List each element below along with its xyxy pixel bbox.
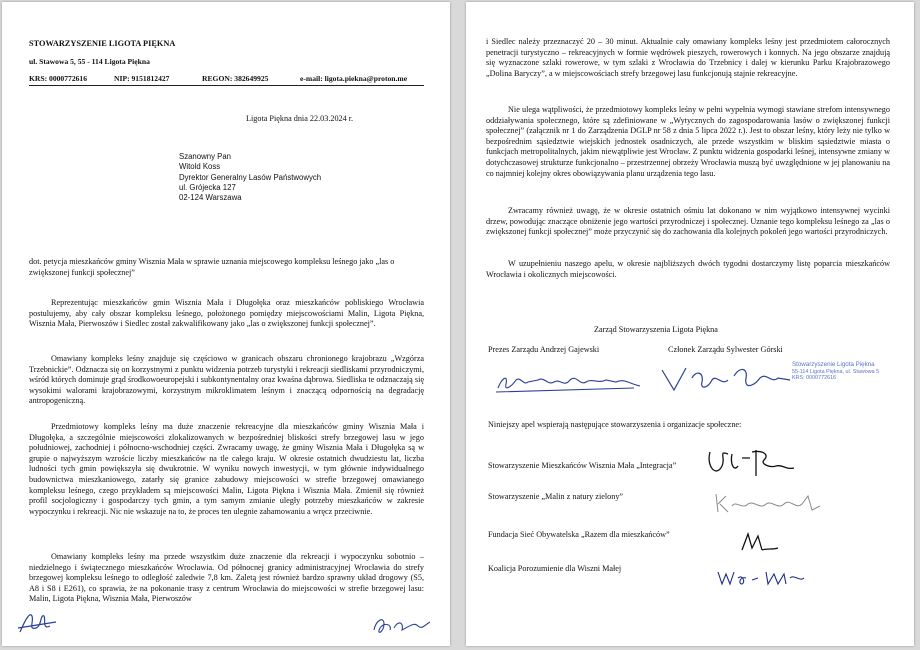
organization-stamp bbox=[792, 362, 904, 382]
body-paragraph-5: i Siedlec należy przeznaczyć 20 – 30 minut. Aktualnie cały omawiany kompleks leśny jest przedmiotem całorocznych penetracji turystyczno – rekreacyjnych w formie wędrówek pieszych, rowerowych i konnych. Na jego obszarze znajdują się wyznaczone szlaki rowerowe, w tym szlaki z Wrocławia do Trzebnicy i dalej w kierunku Parku Krajobrazowego „Dolina Baryczy”, a w miejscowościach strefy brzegowej lasu funkcjonują stajnie rekreacyjne. bbox=[486, 37, 890, 78]
letterhead-regon: REGON: 382649925 bbox=[202, 74, 269, 83]
recipient-street: ul. Grójecka 127 bbox=[179, 182, 236, 192]
supporter-3-signature bbox=[738, 528, 790, 554]
board-heading: Zarząd Stowarzyszenia Ligota Piękna bbox=[594, 325, 718, 334]
subject-line: dot. petycja mieszkańców gminy Wisznia Mała w sprawie uznania miejscowego kompleksu leśnego jako „las o zwiększonej funkcji społecznej” bbox=[29, 257, 395, 277]
letterhead-divider bbox=[29, 85, 424, 86]
date-line: Ligota Piękna dnia 22.03.2024 r. bbox=[246, 114, 354, 123]
supporter-1: Stowarzyszenie Mieszkańców Wisznia Mała „Integracja” bbox=[488, 461, 677, 470]
letter-page-1 bbox=[2, 2, 450, 646]
recipient-city: 02-124 Warszawa bbox=[179, 193, 242, 203]
recipient-name: Witold Koss bbox=[179, 162, 221, 172]
letterhead-krs: KRS: 0000772616 bbox=[29, 74, 88, 83]
supporter-4-signature bbox=[714, 566, 806, 590]
body-paragraph-3: Przedmiotowy kompleks leśny ma duże znaczenie rekreacyjne dla mieszkańców gminy Wisznia Mała i Długołęka, a szczególnie miejscowości zlokalizowanych w bezpośredniej bliskości strefy brzegowej lasu w jego południowej, zachodniej i północno-wschodniej części. Zwracamy uwagę, że gminy Wisznia Mała i Długołęka są w grupie o najwyższym wzroście liczby mieszkańców na tle całego kraju. W okresie ostatnich dwudziestu lat, liczba ludności tych gmin powiększyła się dwukrotnie. W wyniku nowych inwestycji, w tym głównie indywidualnego budownictwa mieszkaniowego, zatarły się granice zabudowy miejscowości w strefie brzegowej omawianego kompleksu leśnego, czego przykładem są miejscowości Malin, Ligota Piękna i Wisznia Mała. Zmienił się również profil socjologiczny i gospodarczy tych gmin, a tym samym zmianie uległy potrzeby mieszkańców w zakresie wypoczynku i rekreacji. Nic nie wskazuje na to, że proces ten ulegnie zahamowaniu a wręcz przeciwnie. bbox=[29, 422, 424, 516]
stamp-line-2: 55-114 Ligota Piękna, ul. Stawowa 5 bbox=[792, 368, 880, 375]
supporter-2: Stowarzyszenie „Malin z natury zielony” bbox=[488, 492, 624, 501]
body-paragraph-4: Omawiany kompleks leśny ma przede wszystkim duże znaczenie dla rekreacji i wypoczynku sobotnio – niedzielnego i świątecznego mieszkańców Wrocławia. Od północnej granicy administracyjnej Wrocławia do strefy brzegowej kompleksu leśnego to odległość zaledwie 7,8 km. Zaletą jest również bardzo sprawny układ drogowy (S5, A8 i S8 i E261), co sprawia, że na pokonanie trasy z centrum Wrocławia do miejscowości w strefie brzegowej lasu: Malin, Ligota Piękna, Wisznia Mała, Pierwoszów bbox=[29, 552, 424, 604]
body-paragraph-2: Omawiany kompleks leśny znajduje się częściowo w granicach obszaru chronionego krajobrazu „Wzgórza Trzebnickie”. Odznacza się on korzystnymi z punktu widzenia potrzeb turystyki i rekreacji siedliskami przyrodniczymi, wśród których dominuje grąd środkowoeuropejski i subkontynentalny oraz kwaśna dąbrowa. Siedliska te odznaczają się wysokimi walorami krajobrazowymi, korzystnym mikroklimatem leśnym i znaczącą odpornością na degradację antropogeniczną. bbox=[29, 354, 424, 406]
recipient-title: Dyrektor Generalny Lasów Państwowych bbox=[179, 172, 322, 182]
member-signature bbox=[656, 360, 796, 398]
president-signature bbox=[494, 364, 644, 398]
stamp-line-1: Stowarzyszenie Ligota Piękna bbox=[792, 361, 875, 368]
letterhead-address: ul. Stawowa 5, 55 - 114 Ligota Piękna bbox=[29, 57, 150, 66]
letter-page-2 bbox=[466, 2, 914, 646]
initials-signature-right bbox=[370, 612, 432, 640]
initials-signature-left bbox=[16, 608, 64, 638]
body-paragraph-8: W uzupełnieniu naszego apelu, w okresie najbliższych dwóch tygodni dostarczymy listę poparcia mieszkańców Wrocławia i okolicznych miejscowości. bbox=[486, 259, 890, 279]
body-paragraph-1: Reprezentując mieszkańców gmin Wisznia Mała i Długołęka oraz mieszkańców pobliskiego Wrocławia postulujemy, aby cały obszar kompleksu leśnego, położonego pomiędzy miejscowościami Malin, Ligota Piękna, Wisznia Mała, Pierwoszów i Siedlec został zakwalifikowany jako „las o zwiększonej funkcji społecznej”. bbox=[29, 298, 424, 329]
board-member: Członek Zarządu Sylwester Górski bbox=[668, 345, 783, 354]
recipient-salutation: Szanowny Pan bbox=[179, 152, 232, 161]
supporter-4: Koalicja Porozumienie dla Wiszni Małej bbox=[488, 564, 622, 573]
stamp-line-3: KRS: 0000772616 bbox=[792, 375, 837, 382]
body-paragraph-7: Zwracamy również uwagę, że w okresie ostatnich ośmiu lat dokonano w nim wyjątkowo intensywnej wycinki drzew, powodując znaczące obniżenie jego wartości przyrodniczej i społecznej. Uznanie tego kompleksu leśnego za „las o zwiększonej funkcji społecznej” może przyczynić się do zachowania dla kolejnych pokoleń jego wartości przyrodniczych. bbox=[486, 206, 890, 237]
supporter-1-signature bbox=[704, 446, 800, 480]
supporter-2-signature bbox=[712, 488, 824, 516]
supporter-3: Fundacja Sieć Obywatelska „Razem dla mieszkańców” bbox=[488, 530, 670, 539]
letterhead-email: e-mail: ligota.piekna@proton.me bbox=[300, 74, 408, 83]
support-intro: Niniejszy apel wspierają następujące stowarzyszenia i organizacje społeczne: bbox=[488, 420, 742, 429]
board-president: Prezes Zarządu Andrzej Gajewski bbox=[488, 345, 600, 354]
letterhead-org-name: STOWARZYSZENIE LIGOTA PIĘKNA bbox=[29, 39, 176, 48]
letterhead-nip: NIP: 9151812427 bbox=[114, 74, 170, 83]
recipient-block bbox=[179, 152, 321, 203]
body-paragraph-6: Nie ulega wątpliwości, że przedmiotowy kompleks leśny w pełni wypełnia wymogi stawiane strefom intensywnego oddziaływania społecznego, które są zdefiniowane w „Wytycznych do zagospodarowania lasów o zwiększonej funkcji społecznej” (załącznik nr 1 do Zarządzenia DGLP nr 58 z dnia 5 lipca 2022 r.). Jest to obszar leśny, który leży nie tylko w bezpośrednim sąsiedztwie wiejskich jednostek osadniczych, ale przede wszystkim w bliskim sąsiedztwie miasta o funkcjach metropolitalnych, jakim niewątpliwie jest Wrocław. Z punktu widzenia gospodarki leśnej, intensywne zmiany w dotychczasowej strukturze funkcjonalno – przestrzennej obrzeży Wrocławia muszą być uwzględnione w jej planowaniu na co najmniej kolejny okres obowiązywania planu urządzenia tego lasu. bbox=[486, 105, 890, 178]
